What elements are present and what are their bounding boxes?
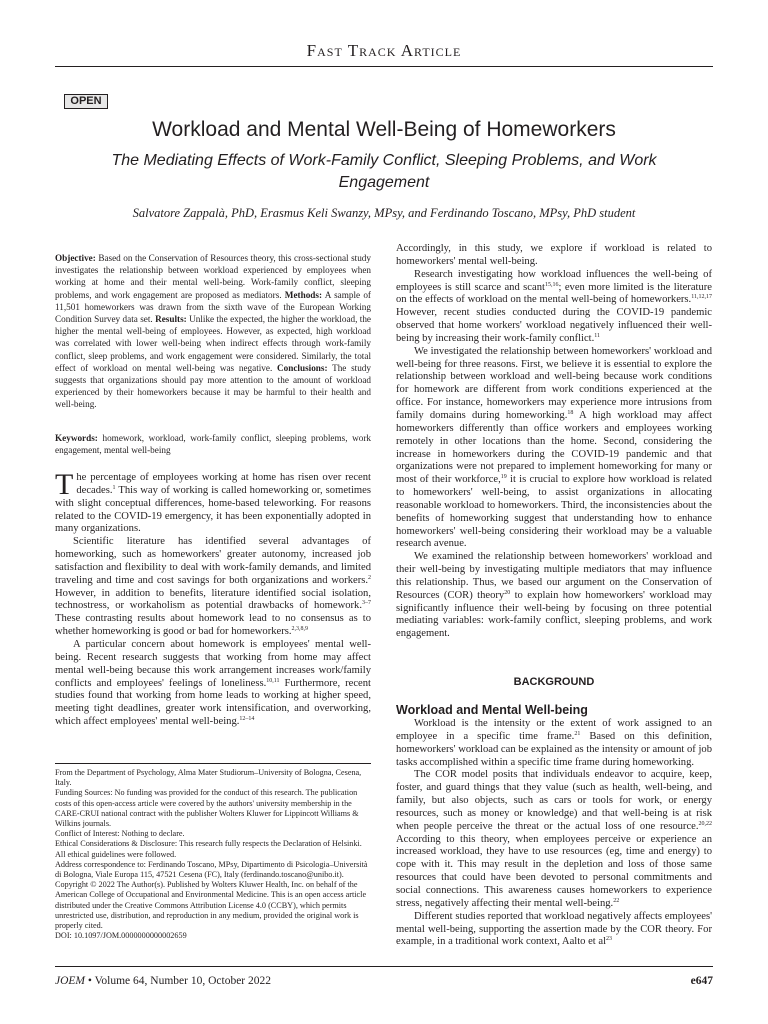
objective-label: Objective: (55, 253, 96, 263)
article-subtitle: The Mediating Effects of Work-Family Conflict, Sleeping Problems, and Work Engagement (111, 152, 657, 191)
body-paragraph: We investigated the relationship between homeworkers' workload and well-being for three reasons. First, we believe it is essential to explore the relationship between workload and well-being because work conditions for homework are different from work conditions experienced at the office. For instance, homeworkers may experience more intrusions from family domains during homeworking.$^{18}$ A high workload may affect homeworkers differently than office workers and employees working remotely in other locations than the home. Second, considering the increase in homeworkers during the COVID-19 pandemic and that organizations were not prepared to implement homeworking for many or most of their workforce,$^{19}$ it is crucial to explore how workload is related to homeworkers' well-being, to assist organizations in allocating reasonable workload to homeworkers. Third, the inconsistencies about the benefits of homeworking suggest that understanding how to enhance homeworkers' well-being considering their workload may be a valuable research avenue. (396, 345, 712, 550)
journal-footer (55, 975, 271, 987)
journal-name: JOEM (55, 975, 86, 987)
body-paragraph: The COR model posits that individuals endeavor to acquire, keep, foster, and guard things that they value (such as health, well-being, and family, but also objects, such as cars or tools for work, or energy resources, such as money or knowledge) and that well-being is at risk when people perceive the threat or the actual loss of one resource.$^{20,22}$ According to this theory, when employees perceive or experience an increased workload, they have to use resources (eg, time and energy) to cope with it. This may result in the depletion and loss of those same resources that could have been devoted to personal commitments and social connections. This awareness causes homeworkers to experience stress, negatively affecting their mental well-being.$^{22}$ (396, 769, 712, 909)
right-column-bottom (396, 718, 712, 949)
conflict-note: Conflict of Interest: Nothing to declare. (55, 829, 185, 839)
body-paragraph: Workload is the intensity or the extent of work assigned to an employee in a specific time frame.$^{21}$ Based on this definition, homeworkers' workload can be explained as the intensity or amount of job tasks accomplished within a specific time frame during homeworking. (396, 718, 712, 768)
footer-rule (55, 966, 713, 967)
introduction (55, 468, 372, 729)
body-paragraph: Research investigating how workload influences the well-being of employees is still scarce and scant$^{15,16}$; even more limited is the literature on the effects of workload on the mental well-being of homeworkers.$^{11,12,17}$ However, recent studies conducted during the COVID-19 pandemic observed that home workers' workload negatively influenced their well-being by increasing their work-family conflict.$^{11}$ (396, 268, 712, 344)
funding-note: Funding Sources: No funding was provided for the conduct of this research. The publication costs of this open-access article were covered by the authors' university membership in the CARE-CRUI national contract with the publisher Wolters Kluwer for Lippincott Williams & Wilkins journals. (55, 788, 359, 829)
intro-paragraph: The percentage of employees working at home has risen over recent decades.$^1$ This way of working is called homeworking or, sometimes with slight conceptual differences, home-based teleworking. For reasons related to the COVID-19 emergency, it has been exponentially adopted in many organizations. (55, 468, 371, 535)
conclusions-label: Conclusions: (276, 362, 328, 373)
volume-info: Volume 64, Number 10, October 2022 (94, 975, 272, 987)
subsection-heading: Workload and Mental Well-being (396, 703, 588, 717)
results-label: Results: (155, 314, 187, 325)
ethics-note: Ethical Considerations & Disclosure: This research fully respects the Declaration of Helsinki. All ethical guidelines were followed. (55, 839, 362, 859)
conclusions-text: The study suggests that organizations should pay more attention to the amount of workload experienced by their homeworkers because it may be harmful to their health and well-being. (55, 362, 371, 410)
keywords-text: homework, workload, work-family conflict, sleeping problems, work engagement, mental well-being (55, 433, 371, 456)
copyright-note: Copyright © 2022 The Author(s). Published by Wolters Kluwer Health, Inc. on behalf of the American College of Occupational and Environmental Medicine. This is an open access article distributed under the Creative Commons Attribution License 4.0 (CCBY), which permits unrestricted use, distribution, and reproduction in any medium, provided the original work is properly cited. (55, 880, 367, 931)
keywords-label: Keywords: (55, 433, 98, 443)
objective-text: Based on the Conservation of Resources theory, this cross-sectional study investigates the relationship between workload experienced by employees when working at home and their mental well-being. Work-family conflict, sleeping problems, and work engagement are proposed as mediators. (55, 253, 371, 300)
right-column-top (396, 243, 712, 641)
keywords (55, 432, 371, 456)
body-paragraph: Accordingly, in this study, we explore if workload is related to homeworkers' mental well-being. (396, 243, 712, 267)
methods-label: Methods: (284, 289, 323, 300)
body-paragraph: Different studies reported that workload negatively affects employees' mental well-being, supporting the assertion made by the COR theory. For example, in a traditional work context, Aalto et $al^{23}$ (396, 910, 712, 948)
results-text: Unlike the expected, the higher the workload, the higher the mental well-being of employees. However, as expected, high workload was correlated with lower well-being when indirect effects through work-family conflict, sleep problems, and work engagement were considered. Similarly, the total effect of workload on mental well-being was negative. (55, 314, 372, 373)
correspondence-note: Address correspondence to: Ferdinando Toscano, MPsy, Dipartimento di Psicologia–Università di Bologna, Viale Europa 115, 47521 Cesena (FC), Italy (ferdinando.toscano@unibo.it). (55, 859, 368, 880)
header-rule (55, 66, 713, 67)
footnote-rule (55, 763, 371, 764)
footer-bullet: • (87, 975, 92, 987)
background-heading: BACKGROUND (513, 676, 595, 688)
article-authors: Salvatore Zappalà, PhD, Erasmus Keli Swanzy, MPsy, and Ferdinando Toscano, MPsy, PhD student (132, 206, 636, 220)
methods-text: A sample of 11,501 homeworkers was drawn from the sixth wave of the European Working Condition Survey data set. (55, 289, 371, 325)
abstract (55, 252, 371, 411)
page-number: e647 (690, 975, 713, 987)
intro-paragraph: A particular concern about homework is employees' mental well-being. Recent research suggests that working from home may affect mental well-being because this work arrangement increases work/family conflicts and employees' feelings of loneliness.$^{10,11}$ Furthermore, recent studies found that working from home leads to working at higher speed, meeting tight deadlines, greater work intensification, and overworking, which affect employees' mental well-being.$^{12-14}$ (55, 638, 372, 728)
open-access-badge: OPEN (64, 94, 108, 109)
intro-paragraph: Scientific literature has identified several advantages of homeworking, such as homeworkers' greater autonomy, increased job satisfaction and flexibility to deal with work-family demands, and limited traveling and time and cost savings for both organizations and workers.$^2$ However, in addition to benefits, literature identified social isolation, technostress, or workaholism as potential drawbacks of homework.$^{3-7}$ These contrasting results about homework lead to no consensus as to whether homeworking is good or bad for homeworkers.$^{2,3,8,9}$ (55, 536, 371, 638)
section-label: Fast Track Article (306, 41, 462, 60)
footnotes (55, 768, 371, 941)
doi-link[interactable]: DOI: 10.1097/JOM.0000000000002659 (55, 931, 187, 941)
drop-cap: T (55, 468, 74, 501)
article-title: Workload and Mental Well-Being of Homeworkers (152, 118, 616, 141)
body-paragraph: We examined the relationship between homeworkers' workload and their well-being by investigating multiple mediators that may influence this relationship. Thus, we based our argument on the Conservation of Resources (COR) theory$^{20}$ to explain how homeworkers' workload may significantly influence their well-being by focusing on three potential mediating variables: work-family conflict, sleeping problems, and work engagement. (396, 551, 712, 640)
affiliation-note: From the Department of Psychology, Alma Mater Studiorum–University of Bologna, Cesena, Italy. (55, 768, 362, 788)
